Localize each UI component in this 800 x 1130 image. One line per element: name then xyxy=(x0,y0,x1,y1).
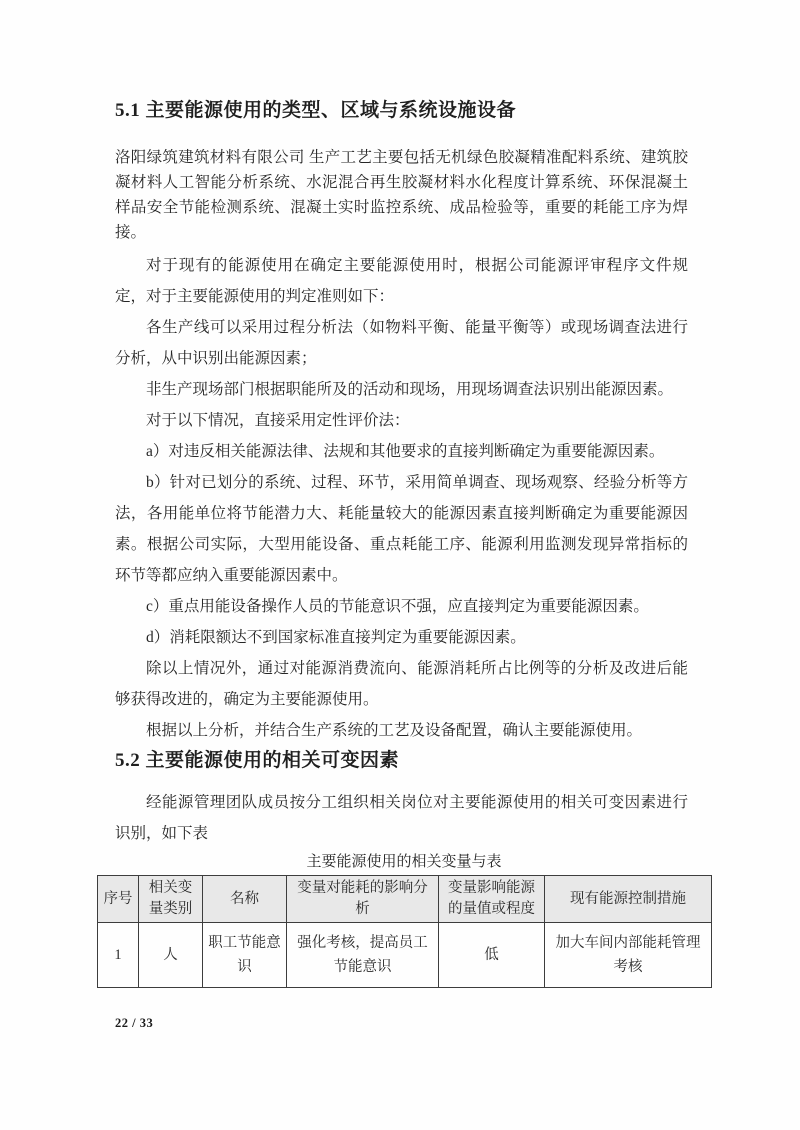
criteria-item-b: b）针对已划分的系统、过程、环节，采用简单调查、现场观察、经验分析等方法，各用能单位将节能潜力大、耗能量较大的能源因素直接判断确定为重要能源因素。根据公司实际，大型用能设备、重点耗能工序、能源利用监测发现异常指标的环节等都应纳入重要能源因素中。 xyxy=(115,474,688,584)
paragraph-judgment-rules: 对于现有的能源使用在确定主要能源使用时，根据公司能源评审程序文件规定，对于主要能源使用的判定准则如下： xyxy=(115,257,688,305)
header-serial-number: 序号 xyxy=(98,876,139,923)
paragraph-non-production: 非生产现场部门根据职能所及的活动和现场，用现场调查法识别出能源因素。 xyxy=(146,381,674,398)
cell-impact-analysis: 强化考核，提高员工节能意识 xyxy=(287,923,439,988)
section-5-2-heading: 5.2 主要能源使用的相关可变因素 xyxy=(115,750,400,771)
intro-paragraph: 洛阳绿筑建筑材料有限公司 生产工艺主要包括无机绿色胶凝精准配料系统、建筑胶凝材料人工智能分析系统、水泥混合再生胶凝材料水化程度计算系统、环保混凝土样品安全节能检测系统、混凝土实时监控系统、成品检验等，重要的耗能工序为焊接。 xyxy=(115,149,688,241)
cell-name: 职工节能意识 xyxy=(203,923,287,988)
page-number: 22 / 33 xyxy=(115,1016,154,1030)
table-header-row xyxy=(98,876,712,923)
header-control-measures: 现有能源控制措施 xyxy=(545,876,712,923)
cell-control-measures: 加大车间内部能耗管理考核 xyxy=(545,923,712,988)
header-variable-category: 相关变量类别 xyxy=(139,876,203,923)
header-magnitude-degree: 变量影响能源的量值或程度 xyxy=(439,876,545,923)
paragraph-process-analysis: 各生产线可以采用过程分析法（如物料平衡、能量平衡等）或现场调查法进行分析，从中识别出能源因素； xyxy=(115,319,688,367)
table-caption: 主要能源使用的相关变量与表 xyxy=(306,854,502,870)
header-impact-analysis: 变量对能耗的影响分析 xyxy=(287,876,439,923)
table-row xyxy=(98,923,712,988)
energy-variables-table xyxy=(97,875,712,988)
criteria-item-d: d）消耗限额达不到国家标准直接判定为重要能源因素。 xyxy=(146,629,526,646)
paragraph-variable-identification: 经能源管理团队成员按分工组织相关岗位对主要能源使用的相关可变因素进行识别，如下表 xyxy=(115,794,688,842)
paragraph-other-cases: 除以上情况外，通过对能源消费流向、能源消耗所占比例等的分析及改进后能够获得改进的，确定为主要能源使用。 xyxy=(115,660,688,708)
cell-magnitude-degree: 低 xyxy=(439,923,545,988)
cell-variable-category: 人 xyxy=(139,923,203,988)
paragraph-conclusion: 根据以上分析，并结合生产系统的工艺及设备配置，确认主要能源使用。 xyxy=(146,722,643,739)
paragraph-qualitative-intro: 对于以下情况，直接采用定性评价法： xyxy=(146,412,410,429)
criteria-item-a: a）对违反相关能源法律、法规和其他要求的直接判断确定为重要能源因素。 xyxy=(146,443,665,460)
header-name: 名称 xyxy=(203,876,287,923)
criteria-item-c: c）重点用能设备操作人员的节能意识不强，应直接判定为重要能源因素。 xyxy=(146,598,649,615)
cell-serial-number: 1 xyxy=(98,923,139,988)
section-5-1-heading: 5.1 主要能源使用的类型、区域与系统设施设备 xyxy=(115,100,517,121)
